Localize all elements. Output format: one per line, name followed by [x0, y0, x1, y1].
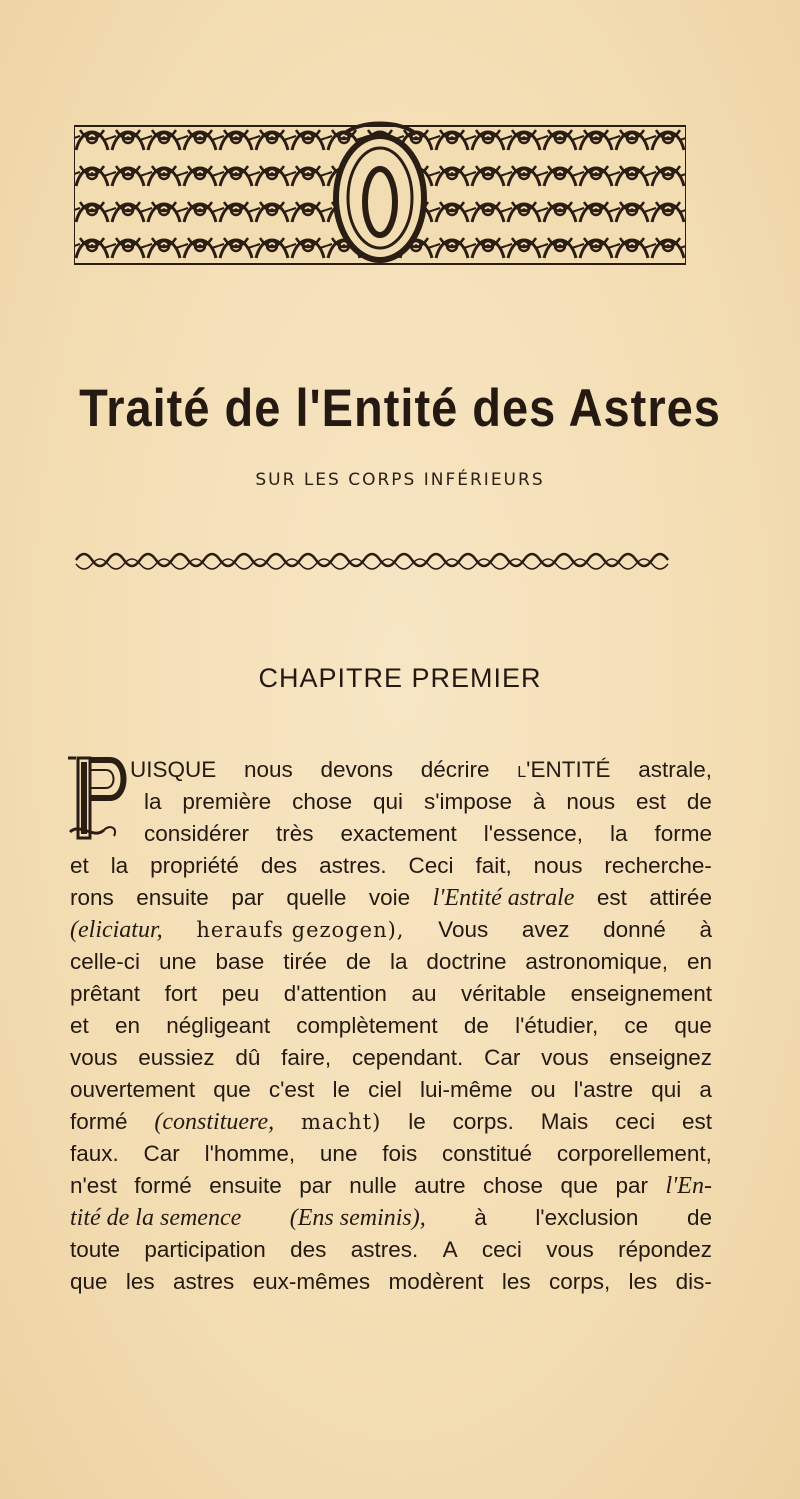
italic-phrase: l'Entité astrale: [432, 885, 575, 911]
word: des: [290, 1237, 327, 1262]
word: formé: [70, 1109, 128, 1134]
german-fraktur-term: heraufs gezogen),: [196, 918, 405, 942]
word: faux.: [70, 1141, 119, 1166]
word: à: [532, 789, 546, 814]
word: prêtant: [70, 981, 141, 1006]
word: négligeant: [166, 1013, 271, 1038]
word: est: [681, 1109, 712, 1134]
word: astres.: [350, 1237, 419, 1262]
word: d'attention: [283, 981, 387, 1006]
word: complètement: [296, 1013, 438, 1038]
word: astronomique,: [525, 949, 669, 974]
text-line: [70, 1171, 712, 1203]
ornate-letter-p-icon: [64, 752, 132, 844]
word: une: [158, 949, 197, 974]
word: peu: [221, 981, 260, 1006]
word: ceci: [481, 1237, 522, 1262]
word: ensuite: [136, 885, 209, 910]
word: formé: [134, 1173, 192, 1198]
word: nulle: [349, 1173, 397, 1198]
word: vous: [541, 1045, 589, 1070]
word: de: [345, 949, 371, 974]
word: constitué: [442, 1141, 533, 1166]
page-title: Traité de l'Entité des Astres: [79, 377, 721, 438]
word: l'ENTITÉ: [517, 757, 611, 782]
word: par: [231, 885, 264, 910]
word: astres.: [319, 853, 387, 878]
latin-term: (eliciatur,: [70, 917, 163, 943]
word: en: [114, 1013, 141, 1038]
word: Mais: [540, 1109, 589, 1134]
word: le: [408, 1109, 426, 1134]
word: nous: [533, 853, 583, 878]
word: des: [260, 853, 298, 878]
word: cependant.: [351, 1045, 464, 1070]
word: les: [125, 1269, 155, 1294]
floral-ornament-icon: [74, 120, 686, 270]
word: exactement: [340, 821, 457, 846]
text-line: [70, 947, 712, 979]
drop-capital: [64, 752, 132, 844]
wave-ornament-icon: [74, 548, 678, 572]
word: en: [686, 949, 712, 974]
word: est: [636, 789, 667, 814]
word: de: [686, 1205, 712, 1230]
text-line: [144, 819, 712, 851]
word: voie: [368, 885, 411, 910]
word: enseignement: [570, 981, 712, 1006]
word: chose: [292, 789, 353, 814]
word: doctrine: [426, 949, 507, 974]
word: participation: [144, 1237, 266, 1262]
ornamental-headpiece: [74, 120, 686, 270]
text-line: [70, 1267, 712, 1299]
word: devons: [320, 757, 394, 782]
word: astrale,: [638, 757, 712, 782]
text-line: [70, 1011, 712, 1043]
word: enseignez: [609, 1045, 712, 1070]
text-line: [70, 1043, 712, 1075]
latin-term: (Ens seminis),: [289, 1205, 426, 1231]
word: Car: [484, 1045, 521, 1070]
word: fort: [164, 981, 198, 1006]
text-line: [70, 1139, 712, 1171]
word: ce: [624, 1013, 649, 1038]
word: Ceci: [408, 853, 454, 878]
word: s'impose: [423, 789, 513, 814]
word: dû: [235, 1045, 261, 1070]
word: la: [110, 853, 129, 878]
word: dis-: [675, 1269, 712, 1294]
word: A: [442, 1237, 458, 1262]
word: Car: [143, 1141, 180, 1166]
text-line: [70, 883, 712, 915]
word: Vous: [438, 917, 489, 942]
text-line: [70, 1075, 712, 1107]
word: faire,: [281, 1045, 332, 1070]
italic-phrase: tité de la semence: [70, 1205, 242, 1231]
word: avez: [521, 917, 570, 942]
word: forme: [654, 821, 712, 846]
word: que: [70, 1269, 108, 1294]
word: par: [299, 1173, 332, 1198]
word: que: [213, 1077, 251, 1102]
word: l'essence,: [483, 821, 584, 846]
word: répondez: [618, 1237, 712, 1262]
word: décrire: [420, 757, 490, 782]
word: par: [615, 1173, 649, 1198]
word: de: [463, 1013, 489, 1038]
text-line: [70, 915, 712, 947]
word: les: [628, 1269, 658, 1294]
word: les: [501, 1269, 531, 1294]
word: nous: [566, 789, 616, 814]
word: nous: [243, 757, 293, 782]
word: la: [389, 949, 408, 974]
word: rons: [70, 885, 114, 910]
word: l'astre: [573, 1077, 634, 1102]
latin-term: (constituere,: [154, 1109, 275, 1135]
word: autre: [414, 1173, 466, 1198]
word: que: [560, 1173, 599, 1198]
word: donné: [603, 917, 666, 942]
page-subtitle: SUR LES CORPS INFÉRIEURS: [255, 470, 545, 490]
word: une: [319, 1141, 358, 1166]
word: au: [411, 981, 437, 1006]
word: considérer: [144, 821, 250, 846]
word: tirée: [283, 949, 328, 974]
word: ceci: [615, 1109, 656, 1134]
word: le: [332, 1077, 351, 1102]
word: corporellement,: [556, 1141, 712, 1166]
word: n'est: [70, 1173, 117, 1198]
word: c'est: [268, 1077, 315, 1102]
word: toute: [70, 1237, 121, 1262]
text-line: [144, 787, 712, 819]
text-line: [70, 1235, 712, 1267]
word: qui: [373, 789, 404, 814]
word: propriété: [150, 853, 239, 878]
word: eux-mêmes: [252, 1269, 371, 1294]
word: ensuite: [209, 1173, 282, 1198]
word: celle-ci: [70, 949, 141, 974]
word: ouvertement: [70, 1077, 196, 1102]
word: ciel: [368, 1077, 402, 1102]
word: eussiez: [138, 1045, 215, 1070]
text-line: [70, 851, 712, 883]
word: que: [674, 1013, 712, 1038]
word: chose: [483, 1173, 544, 1198]
word: l'homme,: [204, 1141, 296, 1166]
word: l'exclusion: [535, 1205, 639, 1230]
word: et: [70, 853, 89, 878]
text-line: [130, 755, 712, 787]
word: astres: [172, 1269, 235, 1294]
italic-phrase: l'En-: [665, 1173, 712, 1199]
word: vous: [70, 1045, 118, 1070]
chapter-heading: CHAPITRE PREMIER: [258, 663, 542, 693]
word: ou: [530, 1077, 556, 1102]
wave-divider: [74, 548, 678, 572]
word: est: [596, 885, 627, 910]
text-line: [70, 1203, 712, 1235]
word: à: [699, 917, 712, 942]
word: base: [215, 949, 265, 974]
word: de: [686, 789, 712, 814]
word: très: [276, 821, 314, 846]
word: fois: [382, 1141, 418, 1166]
word: l'étudier,: [515, 1013, 599, 1038]
word: la: [144, 789, 162, 814]
word: première: [182, 789, 272, 814]
word: UISQUE: [130, 757, 217, 782]
german-fraktur-term: macht): [300, 1110, 382, 1134]
word: a: [699, 1077, 712, 1102]
word: à: [474, 1205, 487, 1230]
word: vous: [546, 1237, 594, 1262]
text-line: [70, 1107, 712, 1139]
word: véritable: [461, 981, 547, 1006]
word: quelle: [286, 885, 347, 910]
word: corps,: [548, 1269, 611, 1294]
word: et: [70, 1013, 89, 1038]
word: lui-même: [420, 1077, 513, 1102]
word: fait,: [475, 853, 512, 878]
word: modèrent: [388, 1269, 484, 1294]
word: qui: [651, 1077, 682, 1102]
word: la: [610, 821, 628, 846]
word: attirée: [649, 885, 712, 910]
word: recherche-: [604, 853, 712, 878]
text-line: [70, 979, 712, 1011]
word: corps.: [452, 1109, 514, 1134]
